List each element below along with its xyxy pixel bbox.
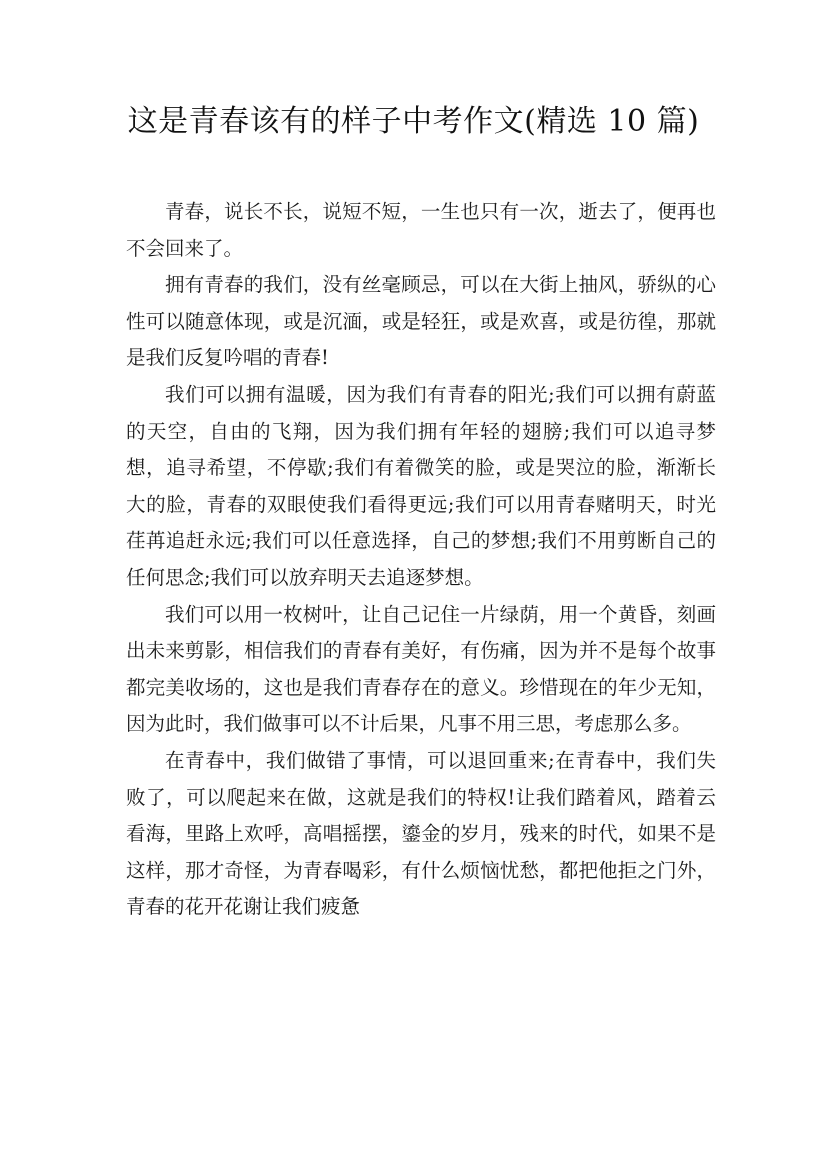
paragraph: 拥有青春的我们，没有丝毫顾忌，可以在大街上抽风，骄纵的心性可以随意体现，或是沉湎，或是轻狂，或是欢喜，或是彷徨，那就是我们反复吟唱的青春! xyxy=(126,273,716,370)
paragraph: 我们可以用一枚树叶，让自己记住一片绿荫，用一个黄昏，刻画出未来剪影，相信我们的青春有美好，有伤痛，因为并不是每个故事都完美收场的，这也是我们青春存在的意义。珍惜现在的年少无知，因为此时，我们做事可以不计后果，凡事不用三思，考虑那么多。 xyxy=(126,602,716,736)
paragraph: 青春，说长不长，说短不短，一生也只有一次，逝去了，便再也不会回来了。 xyxy=(126,200,716,260)
document-body xyxy=(126,194,716,926)
paragraph: 在青春中，我们做错了事情，可以退回重来;在青春中，我们失败了，可以爬起来在做，这就是我们的特权!让我们踏着风，踏着云看海，里路上欢呼，高唱摇摆，鎏金的岁月，残来的时代，如果不是这样，那才奇怪，为青春喝彩，有什么烦恼忧愁，都把他拒之门外，青春的花开花谢让我们疲惫 xyxy=(126,748,716,919)
document-title: 这是青春该有的样子中考作文(精选 10 篇) xyxy=(127,104,700,139)
paragraph: 我们可以拥有温暖，因为我们有青春的阳光;我们可以拥有蔚蓝的天空，自由的飞翔，因为我们拥有年轻的翅膀;我们可以追寻梦想，追寻希望，不停歇;我们有着微笑的脸，或是哭泣的脸，渐渐长大的脸，青春的双眼使我们看得更远;我们可以用青春赌明天，时光荏苒追赶永远;我们可以任意选择，自己的梦想;我们不用剪断自己的任何思念;我们可以放弃明天去追逐梦想。 xyxy=(126,382,716,589)
